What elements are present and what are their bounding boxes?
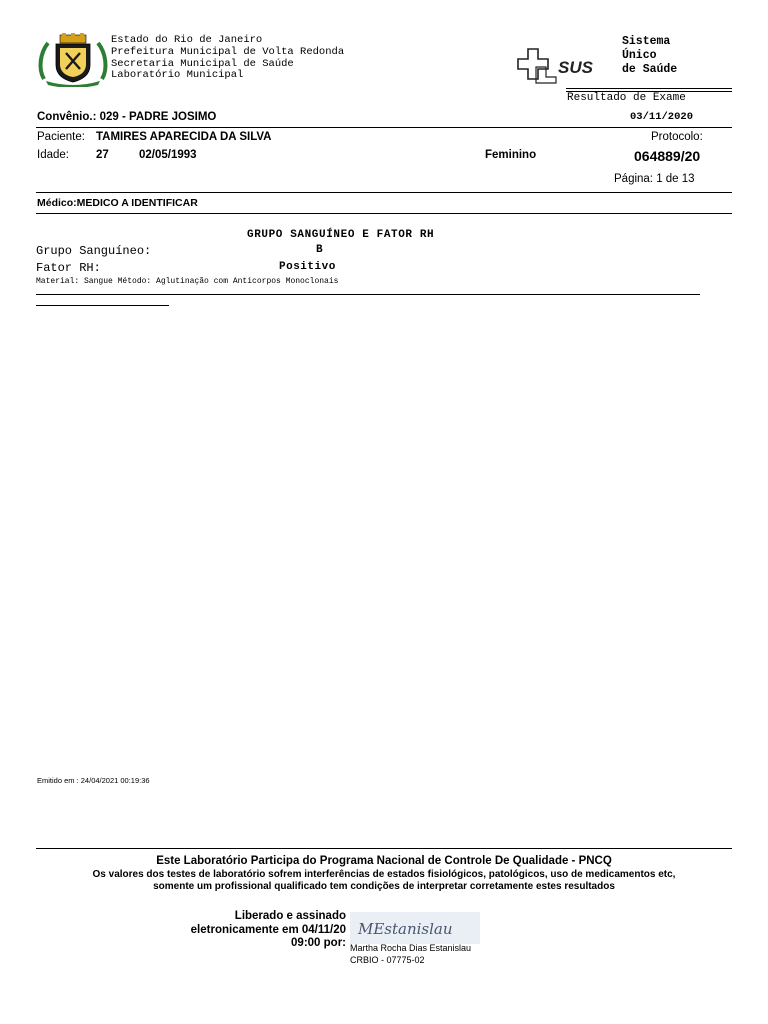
protocol-number: 064889/20 [634, 148, 701, 164]
rh-label: Fator RH: [36, 261, 101, 275]
svg-text:MEstanislau: MEstanislau [358, 920, 453, 938]
institution-block [111, 35, 344, 82]
result-label: Resultado de Exame [567, 92, 686, 104]
patient-label: Paciente: [37, 131, 85, 143]
disclaimer-line-2: somente um profissional qualificado tem condições de interpretar corretamente estes resultados [153, 881, 615, 892]
age-label: Idade: [37, 149, 69, 161]
sus-line-1: Sistema [622, 35, 671, 48]
signer-registration: CRBIO - 07775-02 [350, 955, 425, 965]
divider [36, 192, 732, 193]
convenio: Convênio.: 029 - PADRE JOSIMO [37, 111, 217, 123]
institution-line-laboratory: Laboratório Municipal [111, 69, 244, 82]
doctor: Médico:MEDICO A IDENTIFICAR [37, 197, 198, 209]
material-method: Material: Sangue Método: Aglutinação com Anticorpos Monoclonais [36, 277, 339, 286]
divider [36, 213, 732, 214]
sus-line-2: Único [622, 49, 657, 62]
municipal-crest-icon [36, 33, 110, 87]
page-info: Página: 1 de 13 [614, 173, 695, 185]
institution-line-secretariat: Secretaria Municipal de Saúde [111, 57, 294, 70]
institution-line-state: Estado do Rio de Janeiro [111, 34, 263, 46]
divider [36, 848, 732, 849]
blood-group-label: Grupo Sanguíneo: [36, 244, 152, 258]
exam-title: GRUPO SANGUÍNEO E FATOR RH [247, 229, 435, 241]
release-line-1: Liberado e assinado [234, 910, 346, 922]
release-line-3: 09:00 por: [291, 937, 346, 949]
blood-group-value: B [316, 244, 323, 256]
divider [36, 127, 732, 128]
signature-image [350, 912, 480, 944]
sus-line-3: de Saúde [622, 63, 678, 76]
institution-line-prefecture: Prefeitura Municipal de Volta Redonda [111, 45, 345, 58]
svg-text:SUS: SUS [558, 58, 593, 77]
age-value: 27 [96, 149, 109, 161]
divider [566, 88, 732, 89]
protocol-label: Protocolo: [651, 131, 703, 143]
release-line-2: eletronicamente em 04/11/20 [190, 923, 346, 936]
dashed-separator [36, 294, 700, 295]
sex: Feminino [485, 149, 537, 161]
pncq-notice: Este Laboratório Participa do Programa Nacional de Controle De Qualidade - PNCQ [156, 855, 612, 867]
dashed-separator [36, 305, 169, 306]
result-date: 03/11/2020 [630, 111, 694, 123]
emitted-timestamp: Emitido em : 24/04/2021 00:19:36 [37, 776, 150, 785]
signer-name: Martha Rocha Dias Estanislau [350, 943, 472, 953]
release-statement [150, 910, 346, 951]
patient-name: TAMIRES APARECIDA DA SILVA [96, 131, 272, 143]
sus-logo-icon [516, 47, 606, 85]
rh-value: Positivo [279, 261, 336, 273]
disclaimer-line-1: Os valores dos testes de laboratório sofrem interferências de estados fisiológicos, patológicos, uso de medicamentos etc, [92, 869, 676, 880]
sus-text-block [622, 35, 677, 77]
birth-date: 02/05/1993 [139, 149, 197, 161]
